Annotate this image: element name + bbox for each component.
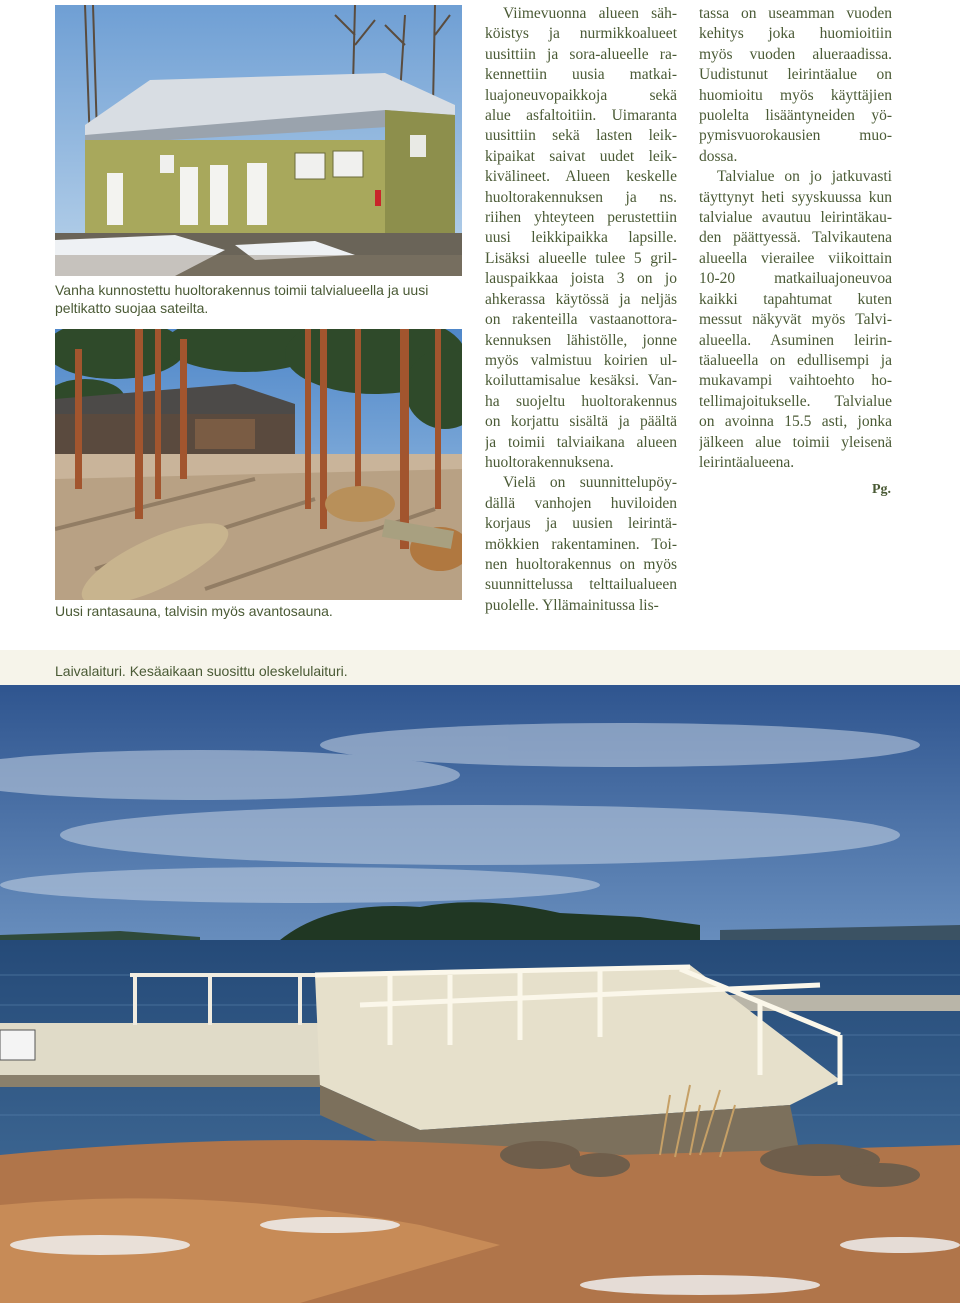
text-line: mökkien rakentaminen. Toi- [485,535,677,553]
text-line: ahkerassa käytössä ja neljäs [485,290,677,308]
sauna-photo [55,329,462,600]
text-line: on rakenteilla vastaanottora- [485,311,677,329]
text-line: nen huoltorakennus on myös [485,555,677,573]
text-line: Talvialue on jo jatkuvasti [717,168,892,186]
text-line: Viimevuonna alueen säh- [503,5,677,22]
text-line: pymisvuorokausien muo- [699,127,892,145]
text-line: alueella vierailee viikoittain [699,249,892,267]
text-line: 10-20 matkailuajoneuvoa [699,270,892,288]
text-line: uusittiin sekä lasten leik- [485,127,677,145]
article-column-2 [699,4,892,473]
text-line: täyttynyt heti syyskuussa kun [699,188,892,206]
text-line: myös valmistuu koirien ul- [485,351,677,369]
text-line: messut näkyvät myös Talvi- [699,311,892,329]
text-line: ja toimii talviaikana alueen [485,433,677,451]
pier-photo [0,685,960,1303]
text-line: kennuksen lähistölle, jonne [485,331,677,349]
text-line: alue asfaltoitiin. Uimaranta [485,107,677,125]
text-line: huoltorakennuksen ja ns. [485,188,677,206]
text-line: suunnittelussa telttailualueen [485,576,677,594]
text-line: puolelle. Yllämainitussa lis- [485,596,659,614]
text-line: huoltorakennuksena. [485,453,614,471]
text-line: täalueella on edullisempi ja [699,351,892,369]
text-line: tellimajoitukselle. Talvialue [699,392,892,410]
caption-service-building: Vanha kunnostettu huoltorakennus toimii talvialueella ja uusi peltikatto suojaa sateilta. [55,282,429,316]
text-line: myös vuoden alueraadissa. [699,45,892,63]
text-line: uusittiin ja sora-alueelle ra- [485,45,677,63]
caption-pier: Laivalaituri. Kesäaikaan suosittu oleskelulaituri. [55,663,348,679]
text-line: on korjattu sisältä ja päältä [485,413,677,431]
text-line: alueella. Asuminen leirin- [699,331,892,349]
text-line: dossa. [699,147,738,165]
text-line: kennettiin uusia matkai- [485,66,677,84]
text-line: tassa on useamman vuoden [699,5,892,22]
text-line: Lisäksi alueelle tulee 5 gril- [485,249,677,267]
text-line: Uudistunut leirintäalue on [699,66,892,84]
text-line: korjaus ja uusien leirintä- [485,515,677,533]
text-line: jälkeen alue toimii yleisenä [699,433,892,451]
text-line: kaikki tapahtumat kuten [699,290,892,308]
text-line: riihen yhteyteen perustettiin [485,209,677,227]
article-column-1 [485,4,677,616]
text-line: huomioitu myös käyttäjien [699,86,892,104]
text-line: den päättyessä. Talvikautena [699,229,892,247]
text-line: ha suojeltu huoltorakennus [485,392,677,410]
text-line: luajoneuvopaikkoja sekä [485,86,677,104]
text-line: dällä vanhojen huviloiden [485,494,677,512]
text-line: leirintäalueena. [699,453,795,471]
text-line: köistys ja nurmikkoalueet [485,25,677,43]
text-line: kivälineet. Alueen keskelle [485,168,677,186]
text-line: lauspaikkaa joista 3 on jo [485,270,677,288]
text-line: mukavampi vaihtoehto ho- [699,372,892,390]
text-line: puolelta lisääntyneiden yö- [699,107,892,125]
caption-sauna: Uusi rantasauna, talvisin myös avantosauna. [55,603,333,619]
text-line: koiluttamisalue kesäksi. Van- [485,372,677,390]
text-line: uusi leikkipaikka lapsille. [485,229,677,247]
text-line: talvialue avautuu leirintäkau- [699,209,892,227]
author-signature: Pg. [872,482,892,497]
text-line: Vielä on suunnittelupöy- [503,474,677,492]
text-line: kipaikat saivat uudet leik- [485,147,677,165]
service-building-photo [55,5,462,276]
text-line: kehitys joka huomioitiin [699,25,892,43]
text-line: on avoinna 15.5 asti, jonka [699,413,892,431]
